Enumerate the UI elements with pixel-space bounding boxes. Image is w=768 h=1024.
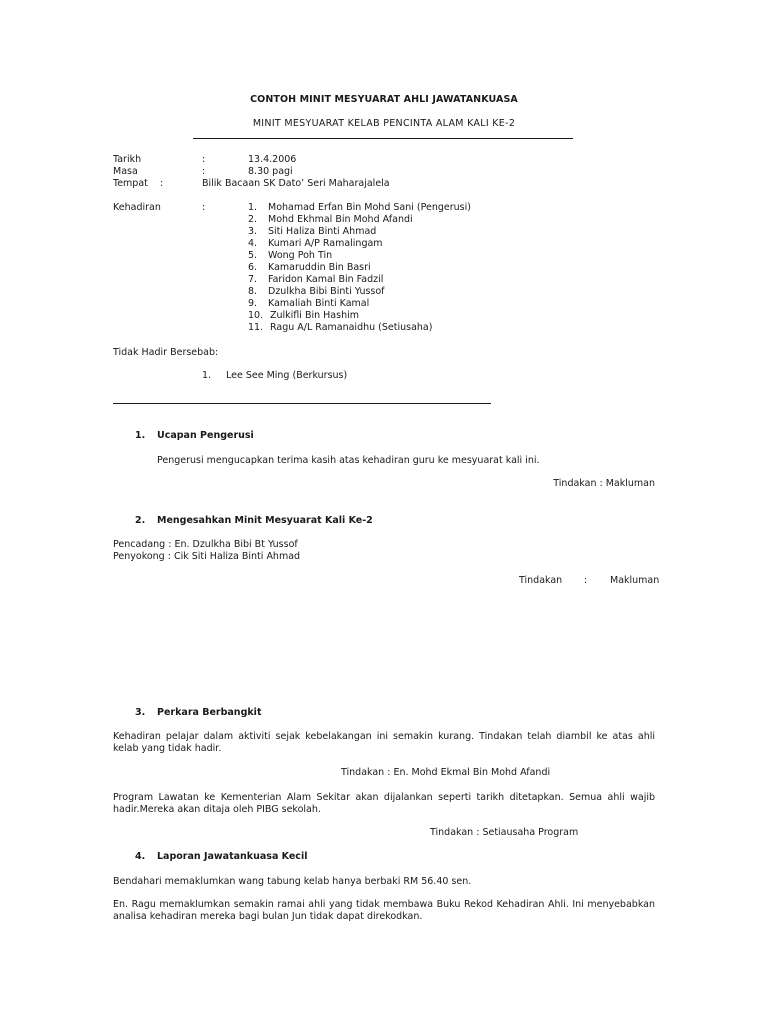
tarikh-label: Tarikh (113, 154, 142, 165)
section2-action-colon: : (584, 575, 588, 586)
absent-label: Tidak Hadir Bersebab: (113, 347, 219, 358)
member-name: Faridon Kamal Bin Fadzil (268, 274, 384, 285)
section1-number: 1. (135, 430, 146, 441)
member-name: Kamaruddin Bin Basri (268, 262, 371, 273)
tarikh-colon: : (202, 154, 206, 165)
member-number: 1. (248, 202, 258, 213)
member-name: Wong Poh Tin (268, 250, 333, 261)
section4-number: 4. (135, 851, 146, 862)
document-title: CONTOH MINIT MESYUARAT AHLI JAWATANKUASA (250, 94, 518, 105)
member-number: 11. (248, 322, 264, 333)
member-number: 10. (248, 310, 264, 321)
section1-action: Tindakan : Makluman (553, 478, 655, 489)
kehadiran-colon: : (202, 202, 206, 213)
section4-paragraph-2: En. Ragu memaklumkan semakin ramai ahli yang tidak membawa Buku Rekod Kehadiran Ahli. Ini menyebabkan analisa kehadiran mereka bagi bulan Jun tidak dapat direkodkan. (113, 899, 655, 922)
masa-colon: : (202, 166, 206, 177)
member-name: Kamaliah Binti Kamal (268, 298, 370, 309)
member-number: 4. (248, 238, 258, 249)
member-number: 3. (248, 226, 258, 237)
member-number: 9. (248, 298, 258, 309)
member-name: Ragu A/L Ramanaidhu (Setiusaha) (270, 322, 433, 333)
absent-number: 1. (202, 370, 212, 381)
member-number: 5. (248, 250, 258, 261)
absent-name: Lee See Ming (Berkursus) (226, 370, 348, 381)
document-subtitle: MINIT MESYUARAT KELAB PENCINTA ALAM KALI KE-2 (252, 118, 516, 129)
section1-body: Pengerusi mengucapkan terima kasih atas kehadiran guru ke mesyuarat kali ini. (157, 455, 540, 466)
member-name: Kumari A/P Ramalingam (268, 238, 383, 249)
section-divider (113, 403, 491, 404)
section4-heading: Laporan Jawatankuasa Kecil (157, 851, 308, 862)
section4-paragraph-1: Bendahari memaklumkan wang tabung kelab hanya berbaki RM 56.40 sen. (113, 876, 472, 887)
member-name: Siti Haliza Binti Ahmad (268, 226, 377, 237)
member-name: Mohd Ekhmal Bin Mohd Afandi (268, 214, 413, 225)
pencadang: Pencadang : En. Dzulkha Bibi Bt Yussof (113, 539, 298, 550)
section2-action-label: Tindakan (519, 575, 563, 586)
member-name: Mohamad Erfan Bin Mohd Sani (Pengerusi) (268, 202, 471, 213)
section2-action-value: Makluman (610, 575, 660, 586)
section3-heading: Perkara Berbangkit (157, 707, 262, 718)
penyokong: Penyokong : Cik Siti Haliza Binti Ahmad (113, 551, 301, 562)
kehadiran-label: Kehadiran (113, 202, 161, 213)
member-name: Zulkifli Bin Hashim (270, 310, 359, 321)
section3-paragraph-2: Program Lawatan ke Kementerian Alam Sekitar akan dijalankan seperti tarikh ditetapkan. Semua ahli wajib hadir.Mereka akan ditaja oleh PIBG sekolah. (113, 792, 655, 815)
member-number: 8. (248, 286, 258, 297)
member-name: Dzulkha Bibi Binti Yussof (268, 286, 385, 297)
section3-paragraph-1: Kehadiran pelajar dalam aktiviti sejak kebelakangan ini semakin kurang. Tindakan telah diambil ke atas ahli kelab yang tidak hadir. (113, 731, 655, 754)
section2-number: 2. (135, 515, 146, 526)
masa-label: Masa (113, 166, 138, 177)
member-number: 2. (248, 214, 258, 225)
section1-heading: Ucapan Pengerusi (157, 430, 254, 441)
section3-action-2: Tindakan : Setiausaha Program (430, 827, 579, 838)
section3-action-1: Tindakan : En. Mohd Ekmal Bin Mohd Afandi (341, 767, 551, 778)
member-number: 6. (248, 262, 258, 273)
tarikh-value: 13.4.2006 (248, 154, 297, 165)
masa-value: 8.30 pagi (248, 166, 293, 177)
section3-number: 3. (135, 707, 146, 718)
tempat-label: Tempat : (113, 178, 164, 189)
header-divider (193, 138, 573, 139)
section2-heading: Mengesahkan Minit Mesyuarat Kali Ke-2 (157, 515, 373, 526)
member-number: 7. (248, 274, 258, 285)
tempat-value: Bilik Bacaan SK Dato’ Seri Maharajalela (202, 178, 390, 189)
